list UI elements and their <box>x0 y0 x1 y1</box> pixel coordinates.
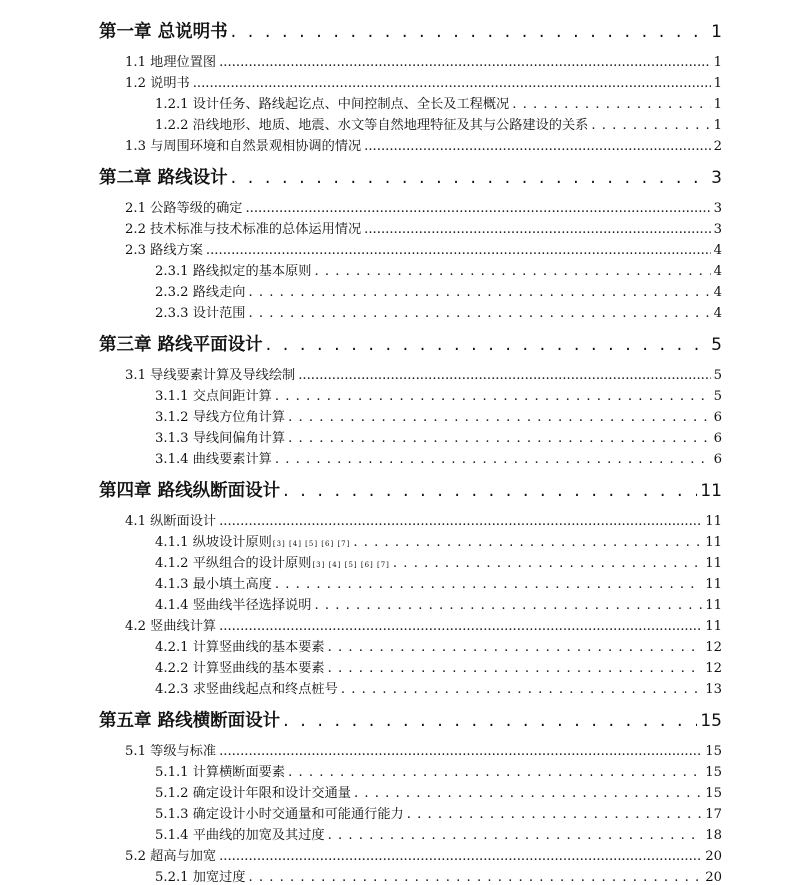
toc-entry-title: 4.1.4 竖曲线半径选择说明 <box>155 598 312 613</box>
toc-entry-title: 5.1.3 确定设计小时交通量和可能通行能力 <box>155 807 404 822</box>
toc-section-row <box>125 740 722 759</box>
toc-section-row <box>125 197 722 216</box>
toc-entry-title: 5.2.1 加宽过度 <box>155 870 246 885</box>
toc-page-number: 3 <box>711 168 722 188</box>
dot-leader <box>219 849 702 864</box>
toc-entry-title: 2.3.3 设计范围 <box>155 306 246 321</box>
toc-page-number: 11 <box>705 577 722 592</box>
toc-section-row <box>125 51 722 70</box>
dot-leader <box>283 711 697 731</box>
dot-leader <box>275 577 702 592</box>
dot-leader <box>266 335 709 355</box>
toc-page-number: 4 <box>713 285 722 300</box>
toc-subsection-row <box>155 678 722 697</box>
toc-entry-title: 4.2 竖曲线计算 <box>125 619 217 634</box>
toc-entry-title: 3.1.1 交点间距计算 <box>155 389 272 404</box>
toc-subsection-row <box>155 385 722 404</box>
dot-leader <box>231 22 709 42</box>
dot-leader <box>219 55 711 70</box>
dot-leader <box>364 222 710 237</box>
toc-subsection-row <box>155 803 722 822</box>
toc-section-row <box>125 72 722 91</box>
dot-leader <box>393 556 702 571</box>
toc-entry-title: 1.2 说明书 <box>125 76 190 91</box>
toc-subsection-row <box>155 866 722 885</box>
dot-leader <box>219 514 702 529</box>
toc-page-number: 1 <box>713 76 722 91</box>
toc-entry-title: 5.1.4 平曲线的加宽及其过度 <box>155 828 325 843</box>
toc-page-number: 11 <box>700 481 722 501</box>
dot-leader <box>364 139 710 154</box>
dot-leader <box>314 264 710 279</box>
dot-leader <box>288 431 711 446</box>
toc-subsection-row <box>155 531 722 550</box>
toc-page-number: 11 <box>705 535 722 550</box>
toc-page-number: 4 <box>713 306 722 321</box>
toc-entry-title: 3.1.4 曲线要素计算 <box>155 452 272 467</box>
toc-entry-title: 第四章 路线纵断面设计 <box>99 481 281 501</box>
toc-page-number: 11 <box>705 598 722 613</box>
toc-entry-title: 4.1.3 最小填土高度 <box>155 577 272 592</box>
dot-leader <box>245 201 710 216</box>
toc-page-number: 5 <box>711 335 722 355</box>
toc-entry-title: 第五章 路线横断面设计 <box>99 711 281 731</box>
toc-section-row <box>125 218 722 237</box>
toc-entry-title: 5.2 超高与加宽 <box>125 849 217 864</box>
toc-subsection-row <box>155 114 722 133</box>
dot-leader <box>328 661 703 676</box>
dot-leader <box>249 870 703 885</box>
toc-page-number: 6 <box>713 410 722 425</box>
toc-page-number: 6 <box>713 431 722 446</box>
toc-entry-title: 4.1.1 纵坡设计原则 <box>155 535 272 550</box>
toc-page-number: 18 <box>705 828 722 843</box>
toc-page-number: 20 <box>705 870 722 885</box>
toc-entry-title: 2.3.1 路线拟定的基本原则 <box>155 264 312 279</box>
dot-leader <box>219 619 702 634</box>
toc-subsection-row <box>155 636 722 655</box>
toc-subsection-row <box>155 281 722 300</box>
toc-subsection-row <box>155 93 722 112</box>
toc-entry-title: 3.1 导线要素计算及导线绘制 <box>125 368 296 383</box>
toc-section-row <box>125 364 722 383</box>
toc-section-row <box>125 135 722 154</box>
dot-leader <box>231 168 709 188</box>
toc-subsection-row <box>155 573 722 592</box>
toc-section-row <box>125 615 722 634</box>
toc-entry-title: 4.1.2 平纵组合的设计原则 <box>155 556 312 571</box>
toc-entry-title: 5.1 等级与标准 <box>125 744 217 759</box>
toc-subsection-row <box>155 260 722 279</box>
dot-leader <box>206 243 711 258</box>
toc-subsection-row <box>155 406 722 425</box>
toc-chapter-row <box>99 18 722 43</box>
toc-subsection-row <box>155 427 722 446</box>
toc-entry-title: 5.1.1 计算横断面要素 <box>155 765 286 780</box>
toc-page-number: 15 <box>705 786 722 801</box>
toc-subsection-row <box>155 657 722 676</box>
toc-entry-title: 4.1 纵断面设计 <box>125 514 217 529</box>
toc-entry-title: 1.2.1 设计任务、路线起讫点、中间控制点、全长及工程概况 <box>155 97 510 112</box>
toc-subsection-row <box>155 552 722 571</box>
dot-leader <box>288 410 711 425</box>
toc-page-number: 1 <box>711 22 722 42</box>
dot-leader <box>193 76 711 91</box>
dot-leader <box>328 828 703 843</box>
toc-page-number: 5 <box>713 368 722 383</box>
toc-chapter-row <box>99 707 722 732</box>
toc-page-number: 17 <box>705 807 722 822</box>
toc-entry-title: 第二章 路线设计 <box>99 168 228 188</box>
dot-leader <box>512 97 710 112</box>
toc-subsection-row <box>155 302 722 321</box>
dot-leader <box>298 368 710 383</box>
toc-entry-title: 第一章 总说明书 <box>99 22 228 42</box>
citation-superscript: [3] [4] [5] [6] [7] <box>272 540 351 548</box>
toc-page-number: 15 <box>705 765 722 780</box>
dot-leader <box>275 452 711 467</box>
dot-leader <box>283 481 697 501</box>
toc-page-number: 2 <box>713 139 722 154</box>
toc-page-number: 1 <box>713 97 722 112</box>
toc-entry-title: 3.1.3 导线间偏角计算 <box>155 431 286 446</box>
toc-page-number: 11 <box>705 556 722 571</box>
toc-section-row <box>125 239 722 258</box>
toc-page-number: 1 <box>713 118 722 133</box>
toc-chapter-row <box>99 477 722 502</box>
toc-chapter-row <box>99 331 722 356</box>
toc-page-number: 6 <box>713 452 722 467</box>
toc-page-number: 11 <box>705 619 722 634</box>
toc-page-number: 11 <box>705 514 722 529</box>
toc-section-row <box>125 510 722 529</box>
dot-leader <box>591 118 710 133</box>
toc-entry-title: 2.3.2 路线走向 <box>155 285 246 300</box>
toc-subsection-row <box>155 761 722 780</box>
toc-subsection-row <box>155 594 722 613</box>
toc-entry-title: 5.1.2 确定设计年限和设计交通量 <box>155 786 351 801</box>
toc-entry-title: 第三章 路线平面设计 <box>99 335 263 355</box>
toc-subsection-row <box>155 782 722 801</box>
toc-section-row <box>125 845 722 864</box>
toc-page-number: 20 <box>705 849 722 864</box>
dot-leader <box>275 389 711 404</box>
toc-entry-title: 4.2.3 求竖曲线起点和终点桩号 <box>155 682 338 697</box>
toc-page-number: 3 <box>713 201 722 216</box>
dot-leader <box>407 807 702 822</box>
dot-leader <box>249 306 711 321</box>
toc-entry-title: 1.1 地理位置图 <box>125 55 217 70</box>
dot-leader <box>354 786 702 801</box>
toc-page-number: 5 <box>713 389 722 404</box>
toc-page-number: 3 <box>713 222 722 237</box>
toc-entry-title: 1.2.2 沿线地形、地质、地震、水文等自然地理特征及其与公路建设的关系 <box>155 118 589 133</box>
toc-entry-title: 1.3 与周围环境和自然景观相协调的情况 <box>125 139 362 154</box>
toc-entry-title: 4.2.2 计算竖曲线的基本要素 <box>155 661 325 676</box>
toc-subsection-row <box>155 824 722 843</box>
toc-page-number: 12 <box>705 640 722 655</box>
citation-superscript: [3] [4] [5] [6] [7] <box>312 561 390 569</box>
toc-page-number: 4 <box>713 243 722 258</box>
toc-subsection-row <box>155 448 722 467</box>
toc-entry-title: 3.1.2 导线方位角计算 <box>155 410 286 425</box>
toc-entry-title: 2.2 技术标准与技术标准的总体运用情况 <box>125 222 362 237</box>
dot-leader <box>314 598 702 613</box>
dot-leader <box>328 640 703 655</box>
toc-page-number: 4 <box>713 264 722 279</box>
toc-page-number: 15 <box>705 744 722 759</box>
dot-leader <box>249 285 711 300</box>
toc-entry-title: 2.3 路线方案 <box>125 243 203 258</box>
toc-chapter-row <box>99 164 722 189</box>
toc-page-number: 12 <box>705 661 722 676</box>
toc-page-number: 15 <box>700 711 722 731</box>
dot-leader <box>341 682 702 697</box>
toc-entry-title: 4.2.1 计算竖曲线的基本要素 <box>155 640 325 655</box>
dot-leader <box>219 744 702 759</box>
toc-page-number: 13 <box>705 682 722 697</box>
toc-entry-title: 2.1 公路等级的确定 <box>125 201 243 216</box>
toc-page-number: 1 <box>713 55 722 70</box>
dot-leader <box>353 535 702 550</box>
dot-leader <box>288 765 702 780</box>
